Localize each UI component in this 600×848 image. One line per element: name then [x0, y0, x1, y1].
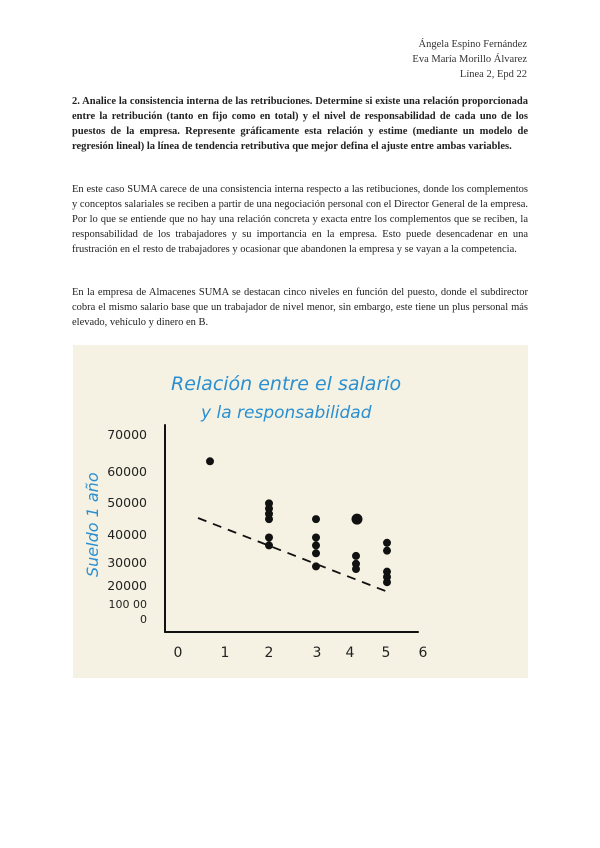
document-header — [412, 37, 527, 82]
data-point — [352, 514, 363, 525]
data-point — [352, 552, 360, 560]
x-tick-label: 0 — [173, 645, 183, 661]
data-point — [312, 562, 320, 570]
data-point — [312, 541, 320, 549]
data-point — [265, 515, 273, 523]
y-axis-label: Sueldo 1 año — [83, 472, 102, 577]
question-text: 2. Analice la consistencia interna de las retribuciones. Determine si existe una relación proporcionada entre la retribución (tanto en fijo como en total) y el nivel de responsabilidad de cada uno de los puestos de la empresa. Represente gráficamente esta relación y estime (mediante un modelo de regresión lineal) la línea de tendencia retributiva que mejor defina el ajuste entre ambas variables. — [72, 96, 528, 152]
y-tick-label: 20000 — [107, 578, 147, 593]
data-point — [383, 578, 391, 586]
x-tick-label: 3 — [312, 645, 322, 661]
x-tick-label: 1 — [220, 645, 230, 661]
data-point — [383, 539, 391, 547]
handwritten-chart-figure — [73, 345, 528, 678]
x-tick-label: 4 — [345, 645, 355, 661]
x-tick-label: 6 — [418, 645, 428, 661]
data-point — [312, 534, 320, 542]
paragraph-2: En la empresa de Almacenes SUMA se destacan cinco niveles en función del puesto, donde el subdirector cobra el mismo salario base que un trabajador de nivel menor, sin embargo, este tiene un plus personal más elevado, vehículo y dinero en B. — [72, 287, 528, 328]
chart-title-line-1: Relación entre el salario — [171, 373, 402, 395]
data-points — [206, 457, 391, 586]
y-tick-label: 0 — [140, 613, 147, 626]
x-tick-labels — [174, 645, 428, 661]
data-point — [265, 534, 273, 542]
author-2: Eva María Morillo Álvarez — [412, 54, 527, 65]
y-tick-labels — [107, 427, 147, 626]
data-point — [352, 565, 360, 573]
group-label: Línea 2, Epd 22 — [459, 69, 527, 80]
data-point — [312, 549, 320, 557]
y-tick-label: 40000 — [107, 527, 147, 542]
x-tick-label: 5 — [381, 645, 391, 661]
x-tick-label: 2 — [264, 645, 274, 661]
data-point — [265, 541, 273, 549]
y-tick-label: 30000 — [107, 555, 147, 570]
y-tick-label: 60000 — [107, 464, 147, 479]
author-1: Ángela Espino Fernández — [418, 39, 527, 50]
y-tick-label: 50000 — [107, 495, 147, 510]
paragraph-1: En este caso SUMA carece de una consistencia interna respecto a las retibuciones, donde los complementos y conceptos salariales se reciben a partir de una negociación personal con el Director General de la empresa. Por lo que se entiende que no hay una relación concreta y exacta entre los complementos que se reciben, la responsabilidad de los trabajadores y su importancia en la empresa. Esto puede desencadenar en una frustración en el resto de trabajadores y ocasionar que abandonen la empresa y se vayan a la competencia. — [72, 184, 528, 255]
chart-title-line-2: y la responsabilidad — [201, 403, 372, 423]
data-point — [206, 457, 214, 465]
y-tick-label: 100 00 — [108, 598, 147, 611]
data-point — [312, 515, 320, 523]
scatter-chart — [73, 345, 528, 678]
data-point — [383, 547, 391, 555]
y-tick-label: 70000 — [107, 427, 147, 442]
